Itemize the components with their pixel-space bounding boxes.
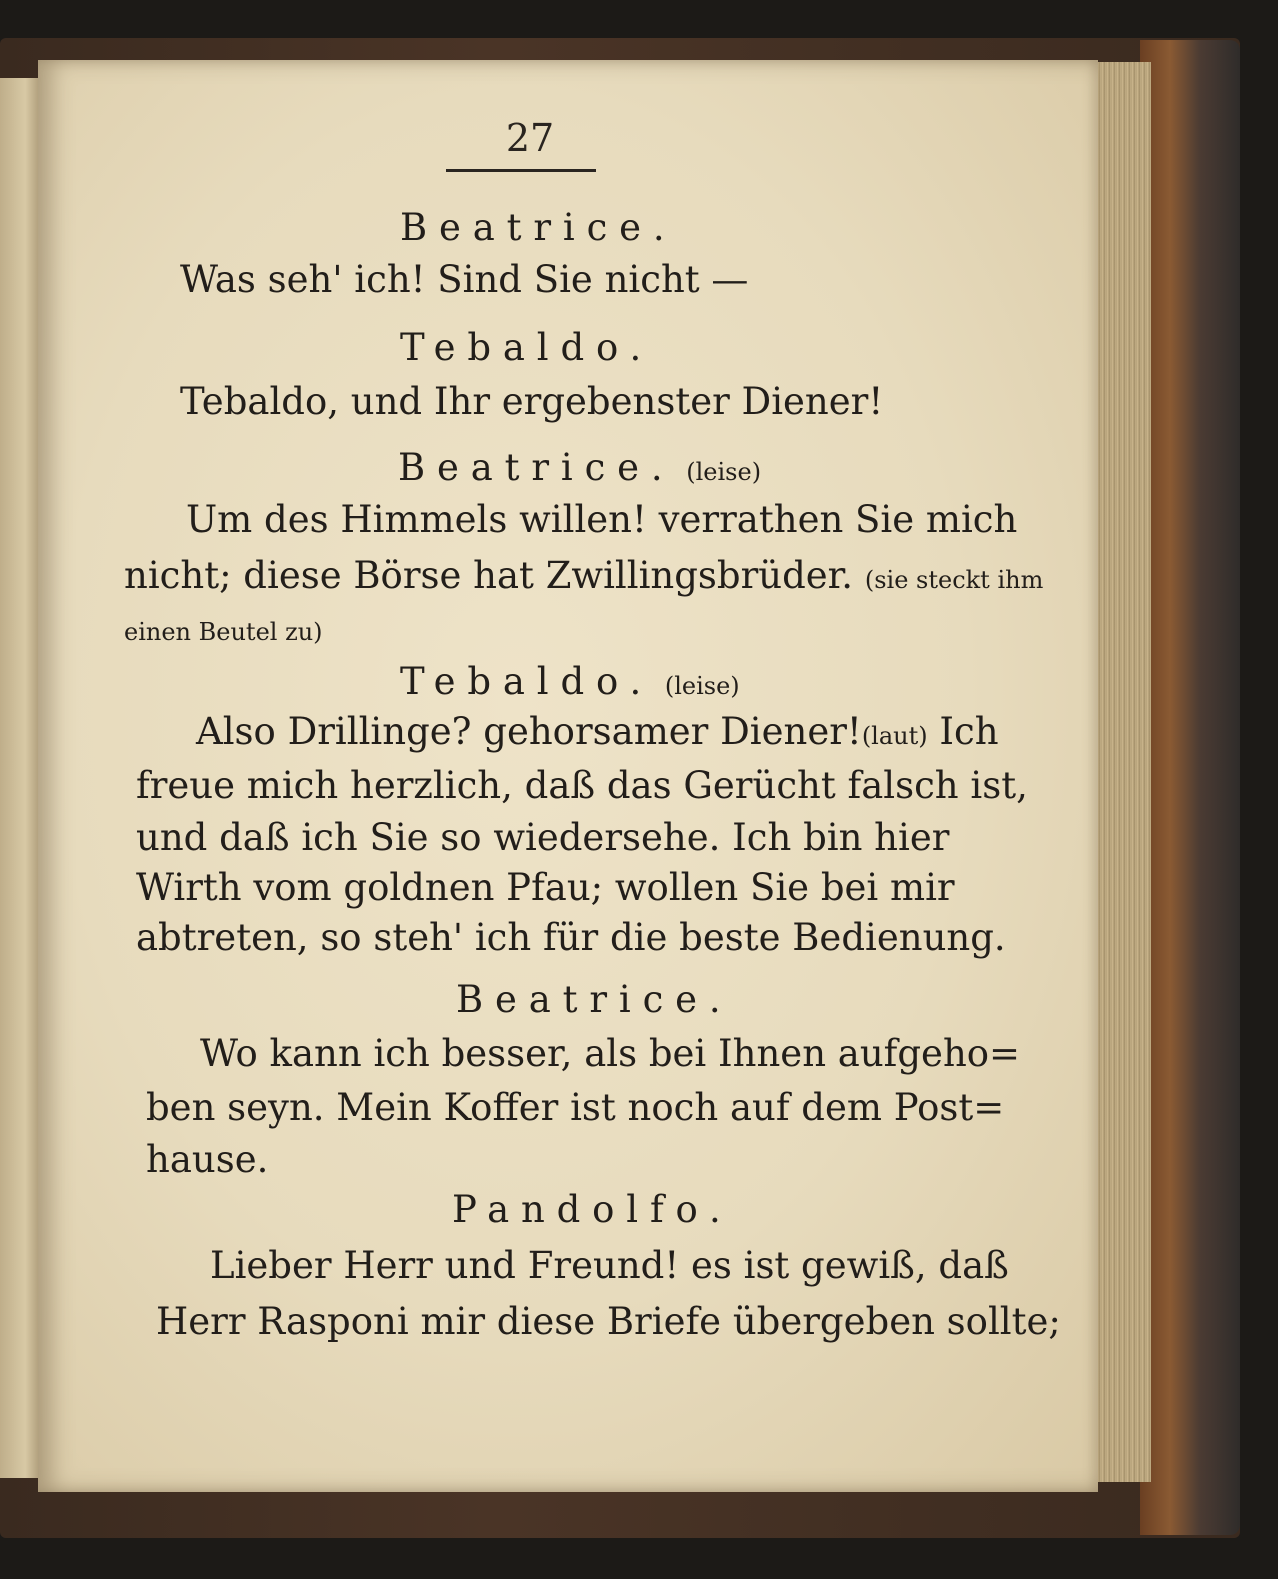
speaker-name: Tebaldo. [400, 326, 654, 369]
facing-page-edge [0, 78, 42, 1478]
dialogue-line: Was seh' ich! Sind Sie nicht — [180, 258, 749, 301]
dialogue-text: Ich [939, 710, 999, 753]
stage-direction: (leise) [664, 672, 740, 700]
page-edges [1090, 62, 1151, 1482]
speaker-name: Pandolfo. [452, 1188, 733, 1231]
book-spine-edge [1140, 40, 1240, 1535]
speaker-name: Beatrice. [456, 978, 733, 1021]
speaker-name: Tebaldo. [400, 660, 654, 703]
speaker-heading [400, 660, 740, 708]
dialogue-line [124, 554, 1043, 602]
stage-direction: (sie steckt ihm [864, 566, 1044, 594]
dialogue-line [196, 710, 999, 758]
dialogue-line: Herr Rasponi mir diese Briefe übergeben sollte; [156, 1300, 1061, 1343]
speaker-name: Beatrice. [398, 446, 675, 489]
stage-direction: (leise) [686, 458, 762, 486]
stage-direction-continued: einen Beutel zu) [124, 618, 323, 646]
speaker-heading [398, 446, 761, 494]
dialogue-line: Um des Himmels willen! verrathen Sie mich [186, 498, 1018, 541]
stage-direction: (laut) [861, 722, 928, 750]
dialogue-line: und daß ich Sie so wiedersehe. Ich bin hier [136, 816, 950, 859]
dialogue-line: ben seyn. Mein Koffer ist noch auf dem Post= [146, 1086, 1005, 1129]
dialogue-line: Wirth vom goldnen Pfau; wollen Sie bei mir [136, 866, 955, 909]
page-number: 27 [505, 116, 555, 160]
dialogue-text: nicht; diese Börse hat Zwillingsbrüder. [124, 554, 854, 597]
speaker-name: Beatrice. [400, 206, 677, 249]
dialogue-line: Wo kann ich besser, als bei Ihnen aufgeho= [200, 1032, 1021, 1075]
dialogue-line: Lieber Herr und Freund! es ist gewiß, daß [210, 1244, 1009, 1287]
dialogue-line: hause. [146, 1138, 269, 1181]
header-rule [446, 169, 596, 172]
dialogue-text: Also Drillinge? gehorsamer Diener! [196, 710, 862, 753]
dialogue-line: abtreten, so steh' ich für die beste Bedienung. [136, 916, 1006, 959]
dialogue-line: Tebaldo, und Ihr ergebenster Diener! [180, 380, 884, 423]
dialogue-line: freue mich herzlich, daß das Gerücht falsch ist, [136, 764, 1028, 807]
